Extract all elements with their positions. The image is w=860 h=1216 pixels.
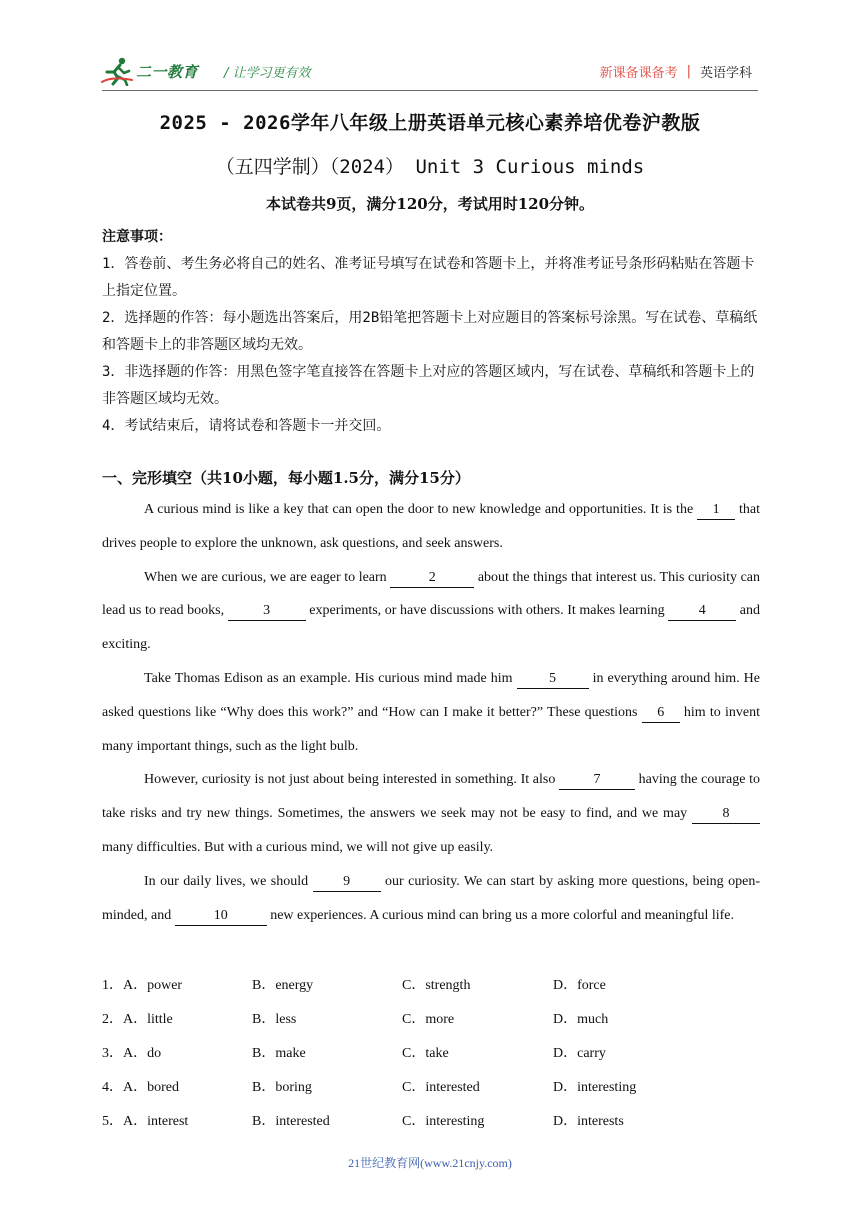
exam-info: 本试卷共9页，满分120分，考试用时120分钟。: [265, 195, 595, 213]
question-number: 3．: [102, 1045, 123, 1061]
question-row: [102, 1068, 762, 1102]
passage-text: In our daily lives, we should: [144, 873, 313, 889]
question-option-d: D．interests: [553, 1113, 624, 1129]
passage-paragraph: [102, 493, 760, 561]
question-row: [102, 1000, 762, 1034]
passage-text: experiments, or have discussions with others. It makes learning: [305, 603, 669, 619]
passage-text: that drives people to explore the unknown, ask questions, and seek answers.: [102, 502, 760, 551]
header-separator: |: [686, 64, 691, 79]
question-option-a: [102, 1110, 188, 1130]
passage-text: many difficulties. But with a curious mind, we will not give up easily.: [102, 839, 494, 855]
header-slogan: / 让学习更有效: [224, 66, 311, 81]
option-text: A．power: [123, 978, 183, 993]
question-option-c: C．strength: [402, 978, 471, 993]
page-header: [100, 52, 760, 92]
header-tagline: 新课备课备考: [599, 66, 678, 81]
question-option-a: [102, 1042, 161, 1062]
notice-item: 1．答卷前、考生务必将自己的姓名、准考证号填写在试卷和答题卡上，并将准考证号条形码粘贴在答题卡上指定位置。: [102, 256, 755, 299]
notice-section: [102, 224, 762, 440]
question-option-a: [102, 1076, 179, 1096]
passage-text: Take Thomas Edison as an example. His curious mind made him: [144, 670, 517, 686]
question-option-b: B．boring: [252, 1079, 312, 1095]
passage-text: our curiosity. We can start by asking more questions, being open-minded, and: [102, 873, 760, 923]
question-option-b: B．interested: [252, 1113, 330, 1129]
notice-item: 4．考试结束后，请将试卷和答题卡一并交回。: [102, 418, 391, 434]
blank-3: 3: [228, 602, 306, 621]
passage-text: about the things that interest us. This curiosity can lead us to read books,: [102, 569, 760, 619]
passage-text: in everything around him. He asked questions like “Why does this work?” and “How can I make it better?” These questions: [102, 670, 760, 720]
passage-paragraph: [102, 763, 760, 864]
question-row: [102, 1034, 762, 1068]
question-option-a: [102, 1008, 173, 1028]
blank-4: 4: [668, 602, 736, 621]
page-title: 2025 - 2026学年八年级上册英语单元核心素养培优卷沪教版: [159, 112, 701, 134]
question-number: 4．: [102, 1079, 123, 1095]
passage-text: new experiences. A curious mind can bring us a more colorful and meaningful life.: [266, 907, 735, 923]
question-option-c: C．take: [402, 1045, 449, 1061]
blank-10: 10: [175, 907, 267, 926]
question-row: [102, 1102, 762, 1136]
question-option-a: [102, 974, 182, 994]
option-text: A．do: [123, 1045, 162, 1061]
blank-2: 2: [390, 569, 474, 588]
question-option-d: D．interesting: [553, 1079, 637, 1095]
section-heading: 一、完形填空（共10小题，每小题1.5分，满分15分）: [102, 469, 470, 487]
passage-text: having the courage to take risks and try new things. Sometimes, the answers we seek may not be easy to find, and we may: [102, 772, 760, 822]
question-option-d: D．force: [553, 978, 606, 993]
passage-paragraph: [102, 865, 760, 933]
notice-item: 3．非选择题的作答：用黑色签字笔直接答在答题卡上对应的答题区域内，写在试卷、草稿纸和答题卡上的非答题区域均无效。: [102, 364, 755, 407]
notice-item: 2．选择题的作答：每小题选出答案后，用2B铅笔把答题卡上对应题目的答案标号涂黑。写在试卷、草稿纸和答题卡上的非答题区域均无效。: [102, 310, 758, 353]
question-options: [102, 966, 762, 1135]
question-option-c: C．interested: [402, 1079, 480, 1095]
notice-heading: 注意事项：: [102, 229, 172, 245]
passage-text: him to invent many important things, such as the light bulb.: [102, 704, 760, 754]
blank-5: 5: [517, 670, 589, 689]
question-option-b: B．less: [252, 1011, 297, 1027]
question-option-b: B．make: [252, 1045, 306, 1061]
option-text: A．little: [123, 1011, 173, 1027]
option-text: A．bored: [123, 1079, 179, 1095]
question-option-d: D．carry: [553, 1045, 606, 1061]
question-number: 1．: [102, 978, 123, 993]
option-text: A．interest: [123, 1113, 189, 1129]
logo-text: 二一教育: [136, 62, 199, 81]
question-option-c: C．interesting: [402, 1113, 485, 1129]
passage-text: When we are curious, we are eager to learn: [144, 569, 391, 585]
blank-7: 7: [559, 771, 635, 790]
brand-logo: [100, 56, 198, 86]
passage-text: A curious mind is like a key that can open the door to new knowledge and opportunities. It is the: [144, 502, 698, 517]
passage-text: and exciting.: [102, 603, 760, 653]
question-option-b: B．energy: [252, 978, 314, 993]
runner-logo-icon: [100, 56, 134, 86]
question-number: 2．: [102, 1011, 123, 1027]
blank-8: 8: [692, 805, 760, 824]
blank-1: 1: [697, 501, 735, 520]
question-row: [102, 966, 762, 1000]
page-footer: 21世纪教育网(www.21cnjy.com): [348, 1156, 512, 1170]
passage-paragraph: [102, 662, 760, 763]
question-option-c: C．more: [402, 1011, 455, 1027]
passage-paragraph: [102, 561, 760, 662]
header-subject: [600, 62, 752, 81]
cloze-passage: [102, 493, 760, 932]
question-option-d: D．much: [553, 1011, 609, 1027]
blank-6: 6: [642, 704, 680, 723]
page-title-line2: （五四学制）（2024） Unit 3 Curious minds: [215, 156, 645, 178]
blank-9: 9: [313, 873, 381, 892]
question-number: 5．: [102, 1113, 123, 1129]
header-subject-label: 英语学科: [699, 66, 752, 81]
passage-text: However, curiosity is not just about being interested in something. It also: [144, 772, 559, 788]
header-divider: [102, 90, 758, 91]
